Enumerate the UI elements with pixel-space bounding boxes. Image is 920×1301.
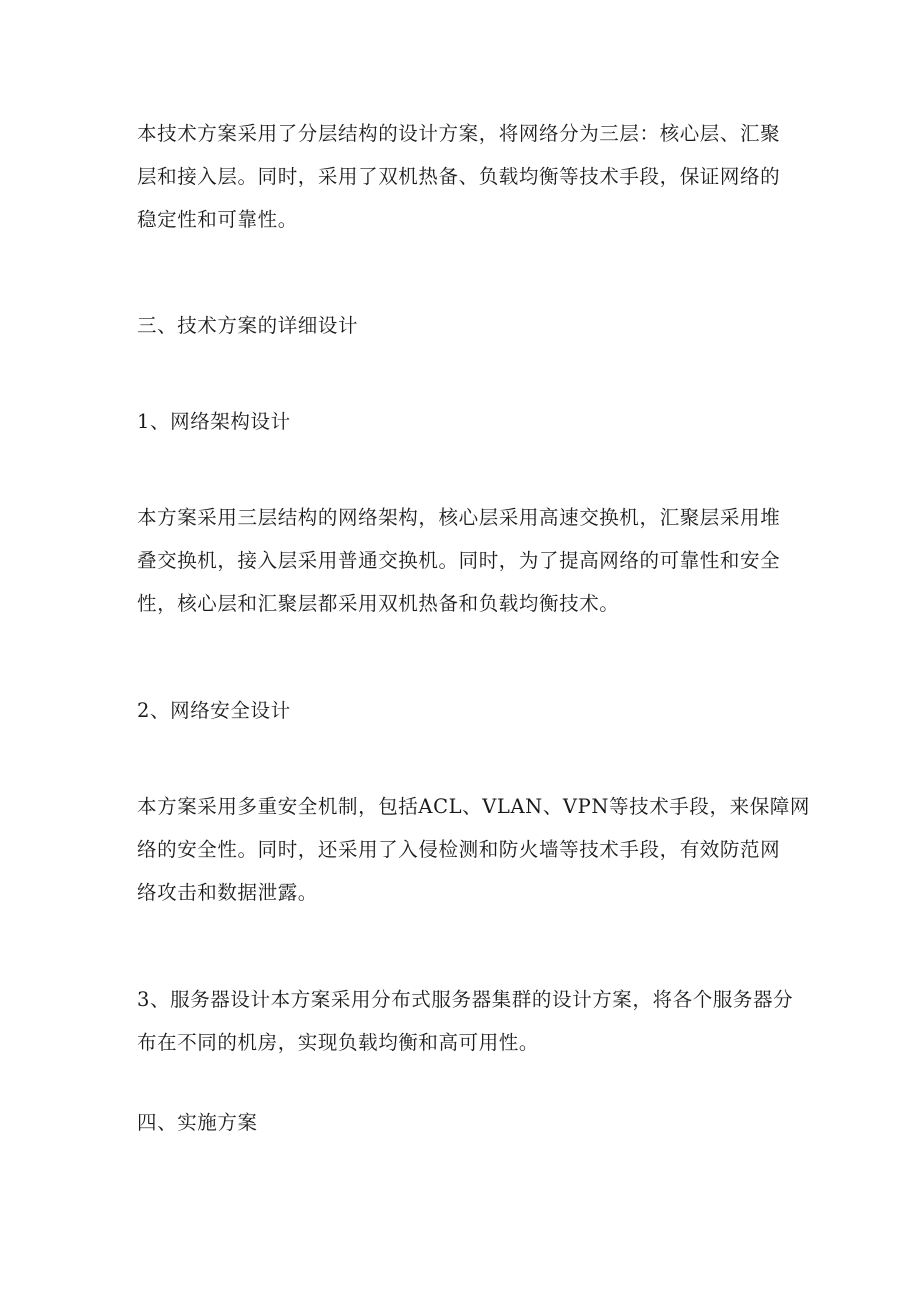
text-line: 稳定性和可靠性。 xyxy=(137,208,298,231)
text-line: 本方案采用三层结构的网络架构，核心层采用高速交换机，汇聚层采用堆 xyxy=(137,506,781,529)
section-heading-detailed-design: 三、技术方案的详细设计 xyxy=(137,314,359,337)
paragraph-network-security xyxy=(137,785,810,914)
text-line: 本方案采用多重安全机制，包括ACL、VLAN、VPN等技术手段，来保障网 xyxy=(137,795,810,818)
subsection-heading-network-architecture: 1、网络架构设计 xyxy=(137,410,291,433)
subsection-heading-network-security: 2、网络安全设计 xyxy=(137,699,291,722)
text-line: 本技术方案采用了分层结构的设计方案，将网络分为三层：核心层、汇聚 xyxy=(137,122,781,145)
paragraph-network-architecture xyxy=(137,496,787,625)
text-line: 布在不同的机房，实现负载均衡和高可用性。 xyxy=(137,1031,540,1054)
text-line: 性，核心层和汇聚层都采用双机热备和负载均衡技术。 xyxy=(137,592,620,615)
paragraph-layered-structure xyxy=(137,112,787,241)
section-heading-implementation-plan: 四、实施方案 xyxy=(137,1111,258,1134)
text-line: 络攻击和数据泄露。 xyxy=(137,881,318,904)
text-line: 3、服务器设计本方案采用分布式服务器集群的设计方案，将各个服务器分 xyxy=(137,988,794,1011)
text-line: 叠交换机，接入层采用普通交换机。同时，为了提高网络的可靠性和安全 xyxy=(137,549,781,572)
text-line: 层和接入层。同时，采用了双机热备、负载均衡等技术手段，保证网络的 xyxy=(137,165,781,188)
paragraph-server-design xyxy=(137,978,794,1064)
text-line: 络的安全性。同时，还采用了入侵检测和防火墙等技术手段，有效防范网 xyxy=(137,838,781,861)
